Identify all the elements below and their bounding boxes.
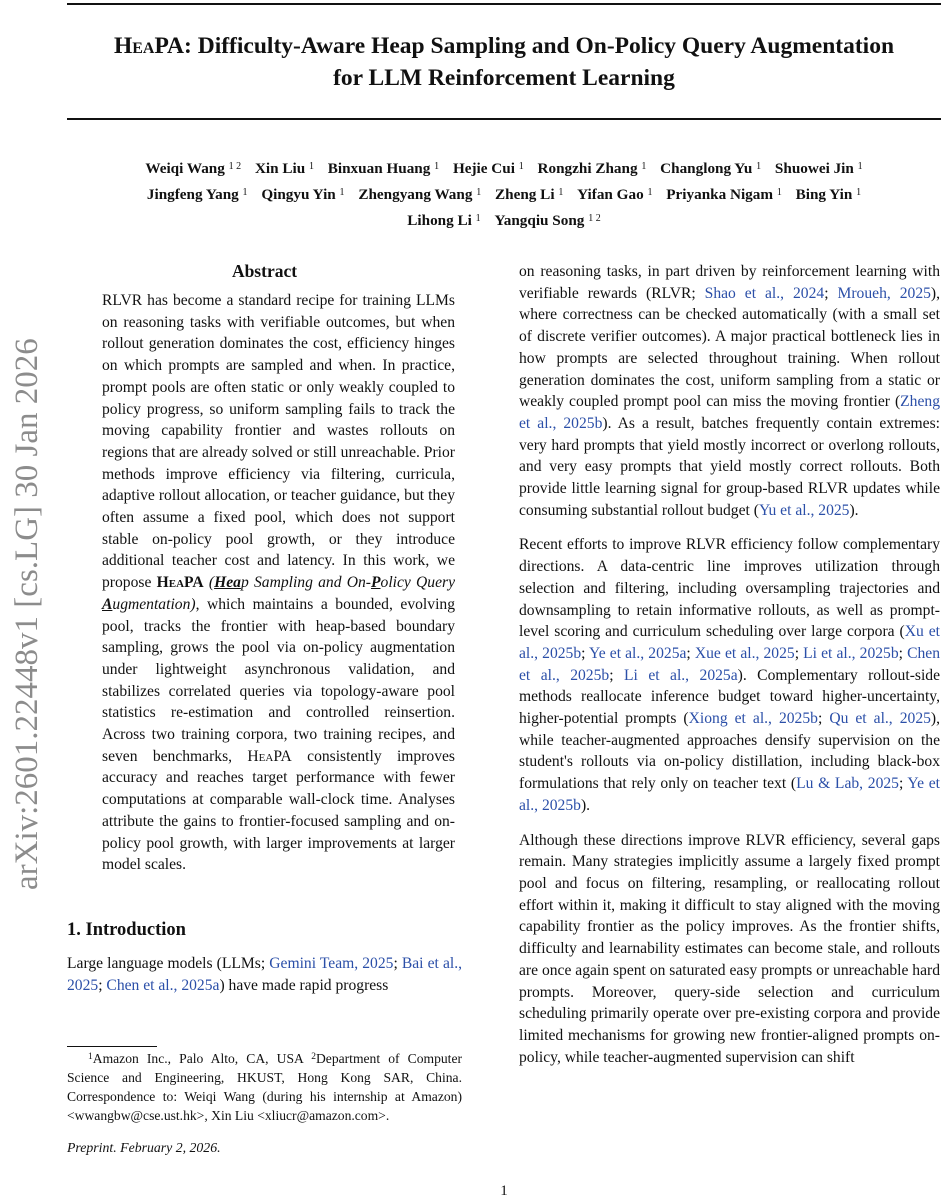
- citation-link[interactable]: Yu et al., 2025: [758, 501, 850, 519]
- method-name: HeaPA: [247, 747, 292, 765]
- author: Weiqi Wang $^{1 2}$: [145, 160, 242, 177]
- author: Rongzhi Zhang $^1$: [537, 160, 647, 177]
- paragraph: Although these directions improve RLVR efficiency, several gaps remain. Many strategies implicitly assume a largely fixed prompt pool and focus on filtering, resampling, or reallocating rollout effort within it, making it difficult to stay aligned with the moving capability frontier as the policy improves. As the frontier shifts, difficulty and learnability estimates can become stale, and rollouts are once again spent on saturated easy prompts or unreachable hard prompts. Moreover, query-side selection and curriculum scheduling primarily operate over pre-existing corpora and provide limited mechanisms for growing new frontier-aligned prompts on-policy, while teacher-augmented supervision can shift: [519, 831, 940, 1066]
- author: Yangqiu Song $^{1 2}$: [494, 212, 601, 229]
- title-line1: : Difficulty-Aware Heap Sampling and On-Policy Query Augmentation: [184, 33, 895, 59]
- citation-link[interactable]: Qu et al., 2025: [829, 710, 931, 728]
- footnote: $^1$Amazon Inc., Palo Alto, CA, USA $^2$Department of Computer Science and Engineering, HKUST, Hong Kong SAR, China. Correspondence to: Weiqi Wang (during his internship at Amazon) <wwangbw@cse.ust.hk>, Xin Liu <xliucr@amazon.com>.: [67, 1051, 463, 1123]
- citation-link[interactable]: Zheng et al., 2025b: [519, 393, 940, 432]
- preprint-note: Preprint. February 2, 2026.: [67, 1140, 221, 1155]
- citation-link[interactable]: Ye et al., 2025b: [519, 775, 940, 814]
- author: Xin Liu $^1$: [254, 160, 314, 177]
- citation-link[interactable]: Mroueh, 2025: [837, 284, 931, 302]
- author: Zhengyang Wang $^1$: [358, 186, 482, 203]
- citation-link[interactable]: Lu & Lab, 2025: [796, 775, 899, 793]
- title-rule: [67, 118, 941, 120]
- intro-paragraph: Large language models (LLMs; Gemini Team, 2025; Bai et al., 2025; Chen et al., 2025a) have made rapid progress: [67, 954, 462, 994]
- citation-link[interactable]: Chen et al., 2025a: [106, 976, 220, 994]
- citation-link[interactable]: Chen et al., 2025b: [519, 644, 941, 684]
- page-number: 1: [500, 1183, 508, 1199]
- author: Binxuan Huang $^1$: [327, 160, 440, 177]
- citation-link[interactable]: Li et al., 2025b: [803, 644, 899, 662]
- author: Jingfeng Yang $^1$: [146, 186, 248, 203]
- citation-link[interactable]: Gemini Team, 2025: [269, 954, 394, 972]
- citation-link[interactable]: Xu et al., 2025b: [519, 623, 940, 662]
- left-column: [67, 258, 462, 996]
- citation-link[interactable]: Xiong et al., 2025b: [688, 710, 818, 728]
- author: Hejie Cui $^1$: [452, 160, 524, 177]
- arxiv-stamp: arXiv:2601.22448v1 [cs.LG] 30 Jan 2026: [9, 338, 45, 890]
- citation-link[interactable]: Bai et al., 2025: [67, 954, 462, 994]
- author: Bing Yin $^1$: [795, 186, 862, 203]
- title-lead: HeaPA: [113, 33, 185, 59]
- top-rule: [67, 3, 941, 5]
- author: Zheng Li $^1$: [495, 186, 564, 203]
- abstract-heading: Abstract: [231, 261, 298, 281]
- citation-link[interactable]: Shao et al., 2024: [704, 284, 825, 302]
- right-column: [519, 261, 940, 1068]
- author: Yifan Gao $^1$: [577, 186, 653, 203]
- method-name: HeaPA: [156, 574, 204, 592]
- abstract-body: RLVR has become a standard recipe for training LLMs on reasoning tasks with verifiable outcomes, but when rollout generation dominates the cost, efficiency hinges on which prompts are sampled and when. In practice, prompt pools are often static or only weakly coupled to policy progress, so uniform sampling fails to track the moving capability frontier and wastes rollouts on regions that are already solved or still unreachable. Prior methods improve efficiency via filtering, curricula, adaptive rollout allocation, or teacher guidance, but they often assume a fixed pool, which does not support stable on-policy pool growth, or they introduce additional teacher cost and latency. In this work, we propose HeaPA (Heap Sampling and On-Policy Query Augmentation), which maintains a bounded, evolving pool, tracks the frontier with heap-based boundary sampling, grows the pool via on-policy augmentation under lightweight asynchronous validation, and stabilizes correlated queries via topology-aware pool statistics re-estimation and controlled reinsertion. Across two training corpora, two training recipes, and seven benchmarks, HeaPA consistently improves accuracy and reaches target performance with fewer computations at comparable wall-clock time. Analyses attribute the gains to frontier-focused sampling and on-policy pool growth, with larger improvements at larger model scales.: [102, 292, 456, 874]
- title-line2: for LLM Reinforcement Learning: [333, 65, 675, 91]
- author: Changlong Yu $^1$: [660, 160, 762, 177]
- author: Priyanka Nigam $^1$: [666, 186, 782, 203]
- author: Lihong Li $^1$: [407, 212, 481, 229]
- paragraph: on reasoning tasks, in part driven by reinforcement learning with verifiable rewards (RLVR; Shao et al., 2024; Mroueh, 2025), where correctness can be checked automatically (with a small set of discrete verifier outcomes). A major practical bottleneck lies in how prompts are selected throughout training. When rollout generation dominates the cost, uniform sampling from a static or weakly coupled prompt pool can miss the moving frontier (Zheng et al., 2025b). As a result, batches frequently contain extremes: very hard prompts that yield mostly incorrect or overlong rollouts, and very easy prompts that yield mostly correct rollouts. Both provide little learning signal for group-based RLVR updates while consuming substantial rollout budget (Yu et al., 2025).: [519, 263, 941, 519]
- author-list: [67, 155, 941, 233]
- citation-link[interactable]: Ye et al., 2025a: [589, 644, 687, 662]
- author: Shuowei Jin $^1$: [774, 160, 863, 177]
- citation-link[interactable]: Xue et al., 2025: [694, 644, 795, 662]
- paragraph: Recent efforts to improve RLVR efficiency follow complementary directions. A data-centric line improves utilization through selection and filtering, including oversampling trajectories and downsampling to retain informative rollouts, as well as prompt-level scoring and curriculum scheduling over large corpora (Xu et al., 2025b; Ye et al., 2025a; Xue et al., 2025; Li et al., 2025b; Chen et al., 2025b; Li et al., 2025a). Complementary rollout-side methods reallocate inference budget toward higher-uncertainty, higher-potential prompts (Xiong et al., 2025b; Qu et al., 2025), while teacher-augmented approaches densify supervision on the student's rollouts via on-policy distillation, including black-box formulations that rely only on teacher text (Lu & Lab, 2025; Ye et al., 2025b).: [519, 536, 941, 814]
- section-heading-introduction: 1. Introduction: [67, 919, 186, 940]
- paper-title: [67, 30, 941, 94]
- citation-link[interactable]: Li et al., 2025a: [624, 666, 738, 684]
- author: Qingyu Yin $^1$: [261, 186, 345, 203]
- footnote-rule: [67, 1046, 157, 1047]
